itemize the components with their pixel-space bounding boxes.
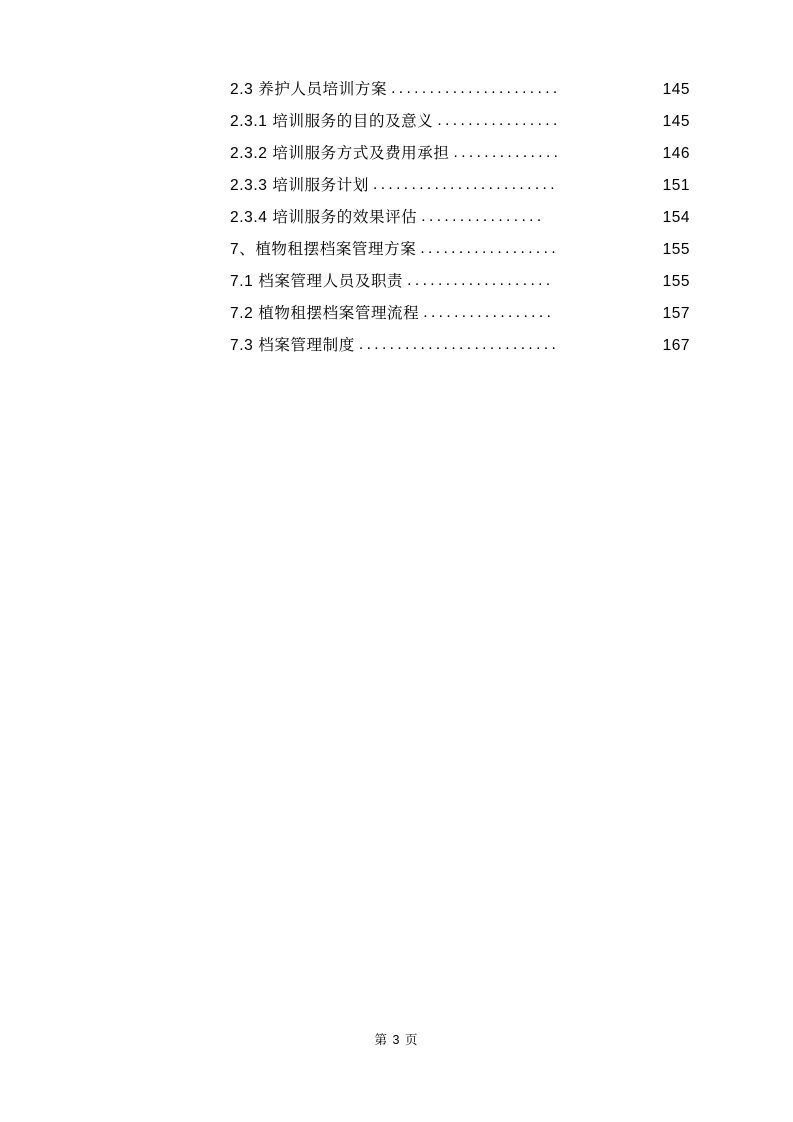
toc-page-number: 151 [662,177,690,194]
toc-leader-dots: ................ [437,113,561,129]
toc-entry[interactable] [230,178,690,194]
toc-leader-dots: .......................... [358,337,560,353]
toc-entry-title: 7.3 档案管理制度 [230,337,355,354]
toc-entry[interactable] [230,338,690,354]
toc-entry[interactable] [230,210,690,226]
toc-page-number: 154 [662,209,690,226]
toc-leader-dots: ................... [407,273,554,289]
toc-page-number: 145 [662,113,690,130]
toc-entry-title: 2.3.2 培训服务方式及费用承担 [230,145,450,162]
toc-entry-title: 7.2 植物租摆档案管理流程 [230,305,420,322]
table-of-contents [230,82,690,370]
toc-entry[interactable] [230,82,690,98]
toc-entry[interactable] [230,114,690,130]
toc-page-number: 155 [662,241,690,258]
toc-leader-dots: .................. [420,241,560,257]
toc-page-number: 157 [662,305,690,322]
toc-entry[interactable] [230,242,690,258]
toc-leader-dots: ...................... [391,81,561,97]
toc-entry[interactable] [230,274,690,290]
toc-entry[interactable] [230,306,690,322]
toc-leader-dots: .............. [453,145,562,161]
page-footer: 第 3 页 [374,1033,419,1047]
toc-entry-title: 7、植物租摆档案管理方案 [230,241,417,258]
toc-page-number: 155 [662,273,690,290]
toc-entry-title: 2.3.1 培训服务的目的及意义 [230,113,434,130]
toc-entry-title: 2.3.3 培训服务计划 [230,177,369,194]
toc-entry-title: 7.1 档案管理人员及职责 [230,273,404,290]
toc-leader-dots: ................. [423,305,555,321]
toc-entry-title: 2.3.4 培训服务的效果评估 [230,209,418,226]
toc-entry[interactable] [230,146,690,162]
toc-page-number: 167 [662,337,690,354]
toc-entry-title: 2.3 养护人员培训方案 [230,81,388,98]
toc-leader-dots: ........................ [372,177,558,193]
toc-leader-dots: ................ [421,209,545,225]
toc-page-number: 146 [662,145,690,162]
toc-page-number: 145 [662,81,690,98]
